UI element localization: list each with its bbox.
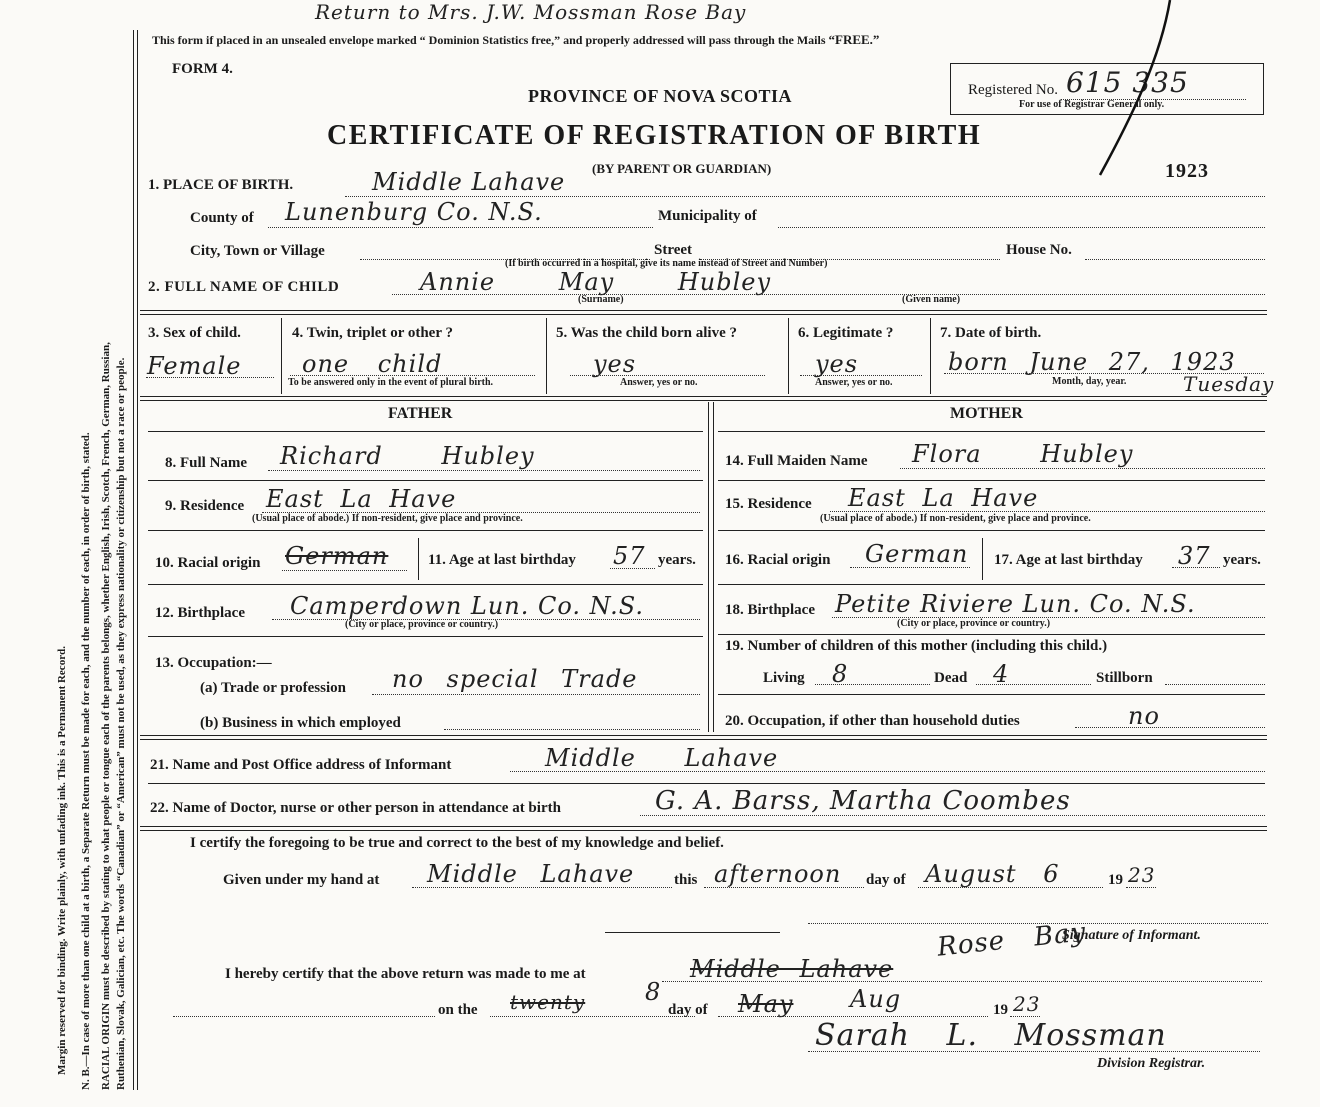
- handwritten-return-note: Return to Mrs. J.W. Mossman Rose Bay: [315, 0, 747, 24]
- registration-month-struck: May: [738, 990, 794, 1018]
- mother-birthplace-caption: (City or place, province or country.): [897, 618, 1051, 629]
- dob-caption: Month, day, year.: [1052, 376, 1127, 387]
- mother-heading: MOTHER: [950, 405, 1023, 422]
- legitimate-label: 6. Legitimate ?: [798, 325, 894, 341]
- father-racial-value: German: [285, 542, 389, 570]
- mother-age-unit: years.: [1223, 552, 1261, 568]
- father-residence-value: East La Have: [266, 485, 457, 513]
- on-the-label: on the: [438, 1002, 478, 1018]
- division-registrar-label: Division Registrar.: [1097, 1056, 1206, 1071]
- dob-label: 7. Date of birth.: [940, 325, 1042, 341]
- margin-note-2: N. B.—In case of more than one child at a birth, a Separate Return must be made for each, and the number of each, in order of birth, stated.: [80, 432, 92, 1090]
- mother-racial-label: 16. Racial origin: [725, 552, 831, 568]
- mother-birthplace-value: Petite Riviere Lun. Co. N.S.: [835, 590, 1196, 618]
- father-racial-label: 10. Racial origin: [155, 555, 261, 571]
- doctor-label: 22. Name of Doctor, nurse or other person in attendance at birth: [150, 800, 561, 816]
- given-year-prefix: 19: [1108, 872, 1123, 888]
- street-label: Street: [654, 242, 693, 258]
- sex-label: 3. Sex of child.: [148, 325, 241, 341]
- child-name-label: 2. FULL NAME OF CHILD: [148, 279, 340, 295]
- mother-racial-value: German: [865, 540, 969, 568]
- father-residence-label: 9. Residence: [165, 498, 245, 514]
- living-value: 8: [832, 660, 849, 688]
- county-label: County of: [190, 210, 254, 226]
- informant-signature-label: Signature of Informant.: [1062, 928, 1201, 943]
- given-year-value: 23: [1128, 863, 1156, 887]
- twin-value: one child: [302, 350, 443, 378]
- registration-month-value: Aug: [850, 985, 902, 1013]
- mail-notice: This form if placed in an unsealed envelope marked “ Dominion Statistics free,” and properly addressed will pass through the Mails “FREE.”: [152, 32, 880, 47]
- registration-day-value: 8: [645, 978, 662, 1006]
- registered-label: Registered No.: [968, 82, 1058, 98]
- county-value: Lunenburg Co. N.S.: [285, 198, 543, 226]
- mother-residence-value: East La Have: [848, 484, 1039, 512]
- alive-caption: Answer, yes or no.: [620, 377, 698, 388]
- alive-label: 5. Was the child born alive ?: [556, 325, 737, 341]
- informant-value: Middle Lahave: [545, 744, 779, 772]
- children-count-label: 19. Number of children of this mother (including this child.): [725, 638, 1108, 654]
- this-label: this: [674, 872, 698, 888]
- stillborn-label: Stillborn: [1096, 670, 1153, 686]
- father-age-unit: years.: [658, 552, 696, 568]
- mother-age-label: 17. Age at last birthday: [994, 552, 1143, 568]
- twin-caption: To be answered only in the event of plural birth.: [288, 377, 494, 388]
- margin-note-4: Ruthenian, Slovak, Galician, etc. The words “Canadian” or “American” must not be used, as they express nationality or citizenship but not a race or people.: [115, 357, 127, 1090]
- father-name-label: 8. Full Name: [165, 455, 248, 471]
- binding-margin-line: [133, 30, 134, 1090]
- father-name-value: Richard Hubley: [280, 442, 535, 470]
- given-month-value: August 6: [925, 860, 1060, 888]
- father-age-value: 57: [613, 542, 646, 570]
- pen-stroke-mark: [1090, 0, 1190, 180]
- father-birthplace-caption: (City or place, province or country.): [345, 619, 499, 630]
- surname-caption: (Surname): [578, 294, 624, 305]
- alive-value: yes: [593, 350, 637, 378]
- municipality-label: Municipality of: [658, 208, 757, 224]
- margin-note-3: RACIAL ORIGIN must be described by stating to what people or tongue each of the parents belongs, whether English, Irish, Scotch, French, German, Russian,: [100, 342, 112, 1090]
- city-label: City, Town or Village: [190, 243, 325, 259]
- father-trade-label: (a) Trade or profession: [200, 680, 346, 696]
- given-place-value: Middle Lahave: [427, 860, 635, 888]
- father-birthplace-label: 12. Birthplace: [155, 605, 245, 621]
- dob-weekday: Tuesday: [1183, 372, 1275, 396]
- dead-value: 4: [993, 660, 1010, 688]
- registration-year-prefix: 19: [993, 1002, 1008, 1018]
- stamp-number: 1923: [1165, 160, 1209, 182]
- father-birthplace-value: Camperdown Lun. Co. N.S.: [290, 592, 644, 620]
- registrar-note: For use of Registrar General only.: [1019, 99, 1165, 110]
- legitimate-caption: Answer, yes or no.: [815, 377, 893, 388]
- mother-residence-caption: (Usual place of abode.) If non-resident, give place and province.: [820, 513, 1091, 524]
- given-name-caption: (Given name): [902, 294, 961, 305]
- father-residence-caption: (Usual place of abode.) If non-resident, give place and province.: [252, 513, 523, 524]
- mother-birthplace-label: 18. Birthplace: [725, 602, 815, 618]
- registration-place-value: Rose Bay: [935, 917, 1088, 963]
- certify-statement: I certify the foregoing to be true and correct to the best of my knowledge and belief.: [190, 835, 724, 851]
- registration-day-struck: twenty: [510, 990, 586, 1014]
- house-label: House No.: [1006, 242, 1072, 258]
- page-title: CERTIFICATE OF REGISTRATION OF BIRTH: [327, 120, 982, 151]
- page-subtitle: (BY PARENT OR GUARDIAN): [592, 161, 772, 176]
- mother-residence-label: 15. Residence: [725, 496, 812, 512]
- informant-label: 21. Name and Post Office address of Informant: [150, 757, 452, 773]
- form-number: FORM 4.: [172, 61, 233, 77]
- child-name-value: Annie May Hubley: [420, 268, 772, 296]
- doctor-value: G. A. Barss, Martha Coombes: [655, 786, 1071, 816]
- given-under-hand-label: Given under my hand at: [223, 872, 380, 888]
- mother-occupation-value: no: [1128, 702, 1160, 730]
- dob-value: born June 27, 1923: [948, 348, 1236, 376]
- father-trade-value: no special Trade: [392, 665, 638, 693]
- mother-name-value: Flora Hubley: [912, 440, 1134, 468]
- birth-place-value: Middle Lahave: [372, 168, 566, 196]
- binding-margin-line-2: [137, 30, 138, 1090]
- registrar-statement: I hereby certify that the above return was made to me at: [225, 966, 586, 982]
- father-age-label: 11. Age at last birthday: [428, 552, 576, 568]
- day-of-label: day of: [866, 872, 906, 888]
- given-day-value: afternoon: [714, 860, 842, 888]
- registrar-signature: Sarah L. Mossman: [815, 1018, 1167, 1053]
- mother-name-label: 14. Full Maiden Name: [725, 453, 868, 469]
- birth-place-label: 1. PLACE OF BIRTH.: [148, 177, 294, 193]
- hospital-note: (If birth occurred in a hospital, give its name instead of Street and Number): [505, 258, 828, 269]
- mother-age-value: 37: [1178, 542, 1211, 570]
- father-occupation-label: 13. Occupation:—: [155, 655, 272, 671]
- margin-note-1: Margin reserved for binding. Write plainly, with unfading ink. This is a Permanent Record.: [56, 646, 68, 1075]
- registration-day-of-label: day of: [668, 1002, 708, 1018]
- father-heading: FATHER: [388, 405, 453, 422]
- father-business-label: (b) Business in which employed: [200, 715, 401, 731]
- registration-year-value: 23: [1013, 992, 1041, 1016]
- dead-label: Dead: [934, 670, 968, 686]
- province-heading: PROVINCE OF NOVA SCOTIA: [528, 86, 793, 106]
- registration-place-struck: Middle Lahave: [690, 955, 894, 983]
- living-label: Living: [763, 670, 805, 686]
- sex-value: Female: [147, 352, 242, 380]
- legitimate-value: yes: [815, 350, 859, 378]
- mother-occupation-label: 20. Occupation, if other than household duties: [725, 713, 1020, 729]
- twin-label: 4. Twin, triplet or other ?: [292, 325, 453, 341]
- registered-number: 615 335: [1066, 66, 1189, 99]
